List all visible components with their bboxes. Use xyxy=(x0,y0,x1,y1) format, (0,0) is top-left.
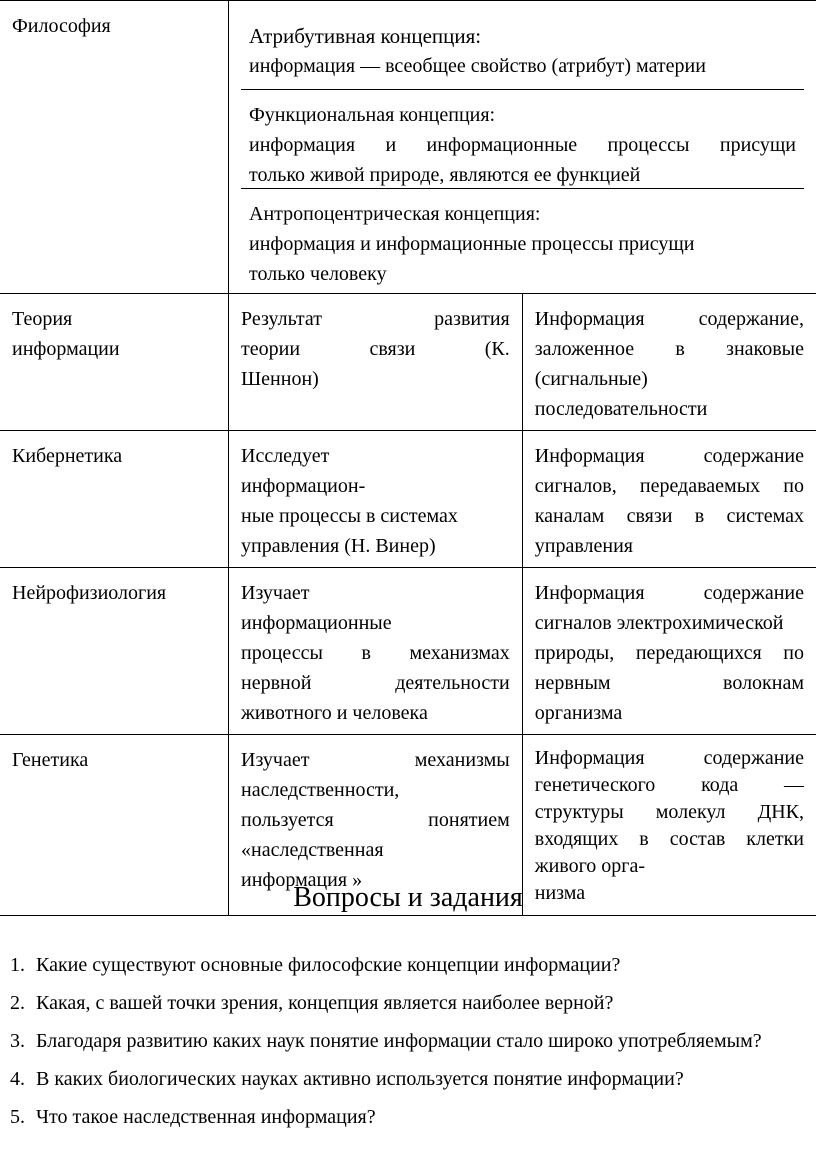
description-line: наследственности, xyxy=(241,779,400,801)
concept-title: Антропоцентрическая концепция: xyxy=(249,203,541,225)
concept-functional xyxy=(241,90,804,189)
definition-line: последовательности xyxy=(534,398,708,420)
definition-cell xyxy=(522,431,816,568)
definition-line: низма xyxy=(534,882,586,904)
question-number: 4. xyxy=(10,1068,25,1090)
description-line: управления (Н. Винер) xyxy=(241,535,436,557)
description-line: процессы в механизмах xyxy=(241,642,510,664)
description-line: пользуется понятием xyxy=(241,809,510,831)
question-text: В каких биологических науках активно используется понятие информации? xyxy=(36,1068,684,1090)
definition-line: генетического кода — xyxy=(534,774,804,796)
definition-line: сигналов электрохимической xyxy=(534,612,784,634)
definition-line: структуры молекул ДНК, xyxy=(534,801,804,823)
definition-line: (сигнальные) xyxy=(534,368,648,390)
science-cell xyxy=(0,1,229,294)
question-text: Благодаря развитию каких наук понятие информации стало широко употребляемым? xyxy=(36,1030,762,1052)
concept-attributive xyxy=(241,11,804,90)
definition-line: живого орга- xyxy=(534,855,646,877)
description-line: Изучает механизмы xyxy=(241,749,510,771)
description-line: информацион- xyxy=(241,475,366,497)
question-item xyxy=(10,1064,816,1094)
philosophy-concepts-cell xyxy=(229,1,816,294)
description-line: информация » xyxy=(241,869,363,891)
concept-anthropocentric xyxy=(241,189,804,287)
definition-line: Информация содержание xyxy=(534,582,804,604)
definition-line: входящих в состав клетки xyxy=(534,828,804,850)
questions-title: Вопросы и задания xyxy=(293,882,523,913)
definition-line: Информация содержание xyxy=(534,445,804,467)
question-item xyxy=(10,950,816,980)
table-row-philosophy xyxy=(0,1,816,294)
definition-line: нервным волокнам xyxy=(534,672,804,694)
table-row-neurophysiology xyxy=(0,568,816,735)
question-text: Что такое наследственная информация? xyxy=(36,1106,376,1128)
question-number: 1. xyxy=(10,954,25,976)
description-line: нервной деятельности xyxy=(241,672,510,694)
description-line: Исследует xyxy=(241,445,330,467)
definition-line: управления xyxy=(534,535,633,557)
science-name: Генетика xyxy=(12,749,89,771)
concept-line: только человеку xyxy=(249,263,387,285)
definition-line: каналам связи в системах xyxy=(534,505,804,527)
question-item xyxy=(10,1102,816,1132)
definition-line: организма xyxy=(534,702,623,724)
description-cell xyxy=(229,431,523,568)
questions-list xyxy=(10,950,816,1140)
description-line: Результат развития xyxy=(241,308,510,330)
definition-line: сигналов, передаваемых по xyxy=(534,475,804,497)
question-item xyxy=(10,1026,816,1056)
description-line: животного и человека xyxy=(241,702,428,724)
description-line: ные процессы в системах xyxy=(241,505,458,527)
description-cell xyxy=(229,294,523,431)
science-cell xyxy=(0,431,229,568)
science-name: информации xyxy=(12,338,120,360)
definition-cell xyxy=(522,294,816,431)
science-name: Нейрофизиология xyxy=(12,582,167,604)
description-line: теории связи (К. xyxy=(241,338,510,360)
description-line: Изучает xyxy=(241,582,310,604)
table-row-information-theory xyxy=(0,294,816,431)
description-line: Шеннон) xyxy=(241,368,319,390)
concept-line: информация и информационные процессы присущи xyxy=(249,233,695,255)
description-cell xyxy=(229,568,523,735)
question-number: 5. xyxy=(10,1106,25,1128)
definition-line: природы, передающихся по xyxy=(534,642,804,664)
science-name: Философия xyxy=(12,15,111,37)
definition-line: заложенное в знаковые xyxy=(534,338,804,360)
question-text: Какие существуют основные философские концепции информации? xyxy=(36,954,621,976)
question-text: Какая, с вашей точки зрения, концепция является наиболее верной? xyxy=(36,992,614,1014)
definition-line: Информация содержание, xyxy=(534,308,804,330)
concept-line: только живой природе, являются ее функцией xyxy=(249,164,641,186)
concept-title: Функциональная концепция: xyxy=(249,104,496,126)
table-row-cybernetics xyxy=(0,431,816,568)
science-name: Кибернетика xyxy=(12,445,123,467)
question-number: 2. xyxy=(10,992,25,1014)
concept-line: информация и информационные процессы присущи xyxy=(249,134,796,156)
science-cell xyxy=(0,568,229,735)
description-line: «наследственная xyxy=(241,839,384,861)
question-item xyxy=(10,988,816,1018)
science-cell xyxy=(0,294,229,431)
definition-cell xyxy=(522,568,816,735)
concept-title: Атрибутивная концепция: xyxy=(249,24,482,48)
science-name: Теория xyxy=(12,308,73,330)
concept-line: информация — всеобщее свойство (атрибут) материи xyxy=(249,55,706,77)
description-line: информационные xyxy=(241,612,392,634)
definition-line: Информация содержание xyxy=(534,747,804,769)
question-number: 3. xyxy=(10,1030,25,1052)
